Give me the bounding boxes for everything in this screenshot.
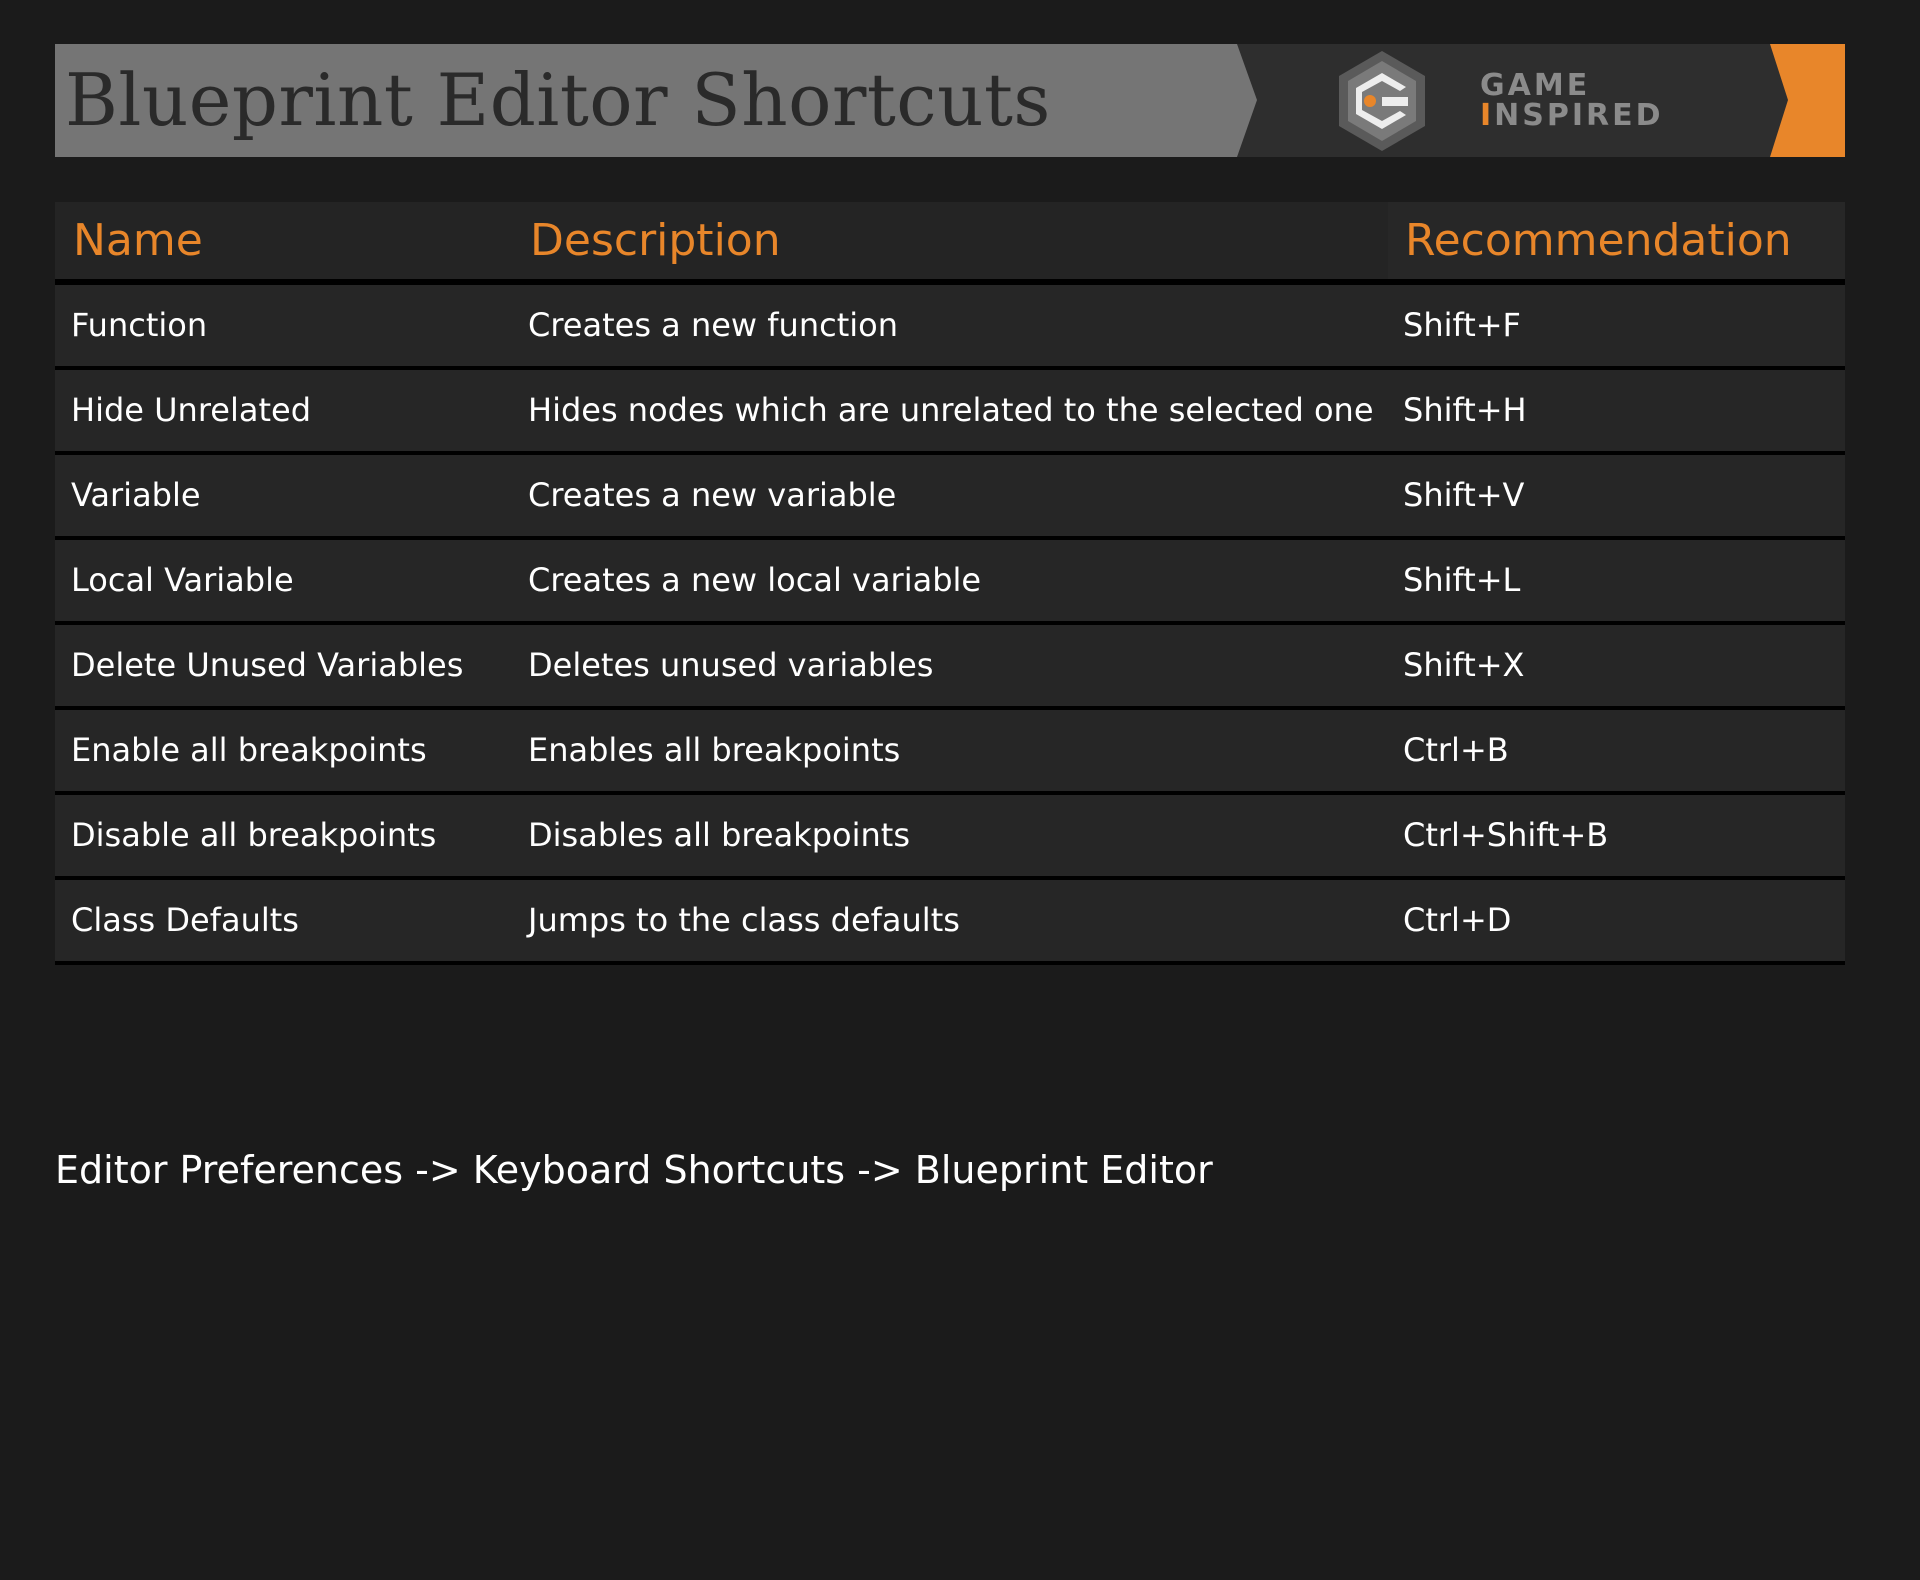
column-header-description: Description: [530, 215, 781, 266]
cell-description: Disables all breakpoints: [528, 816, 910, 854]
column-header-name: Name: [73, 215, 203, 266]
table-row: [55, 710, 1845, 795]
cell-recommendation: Shift+F: [1403, 306, 1521, 344]
table-row: [55, 625, 1845, 710]
logo-hexagon-icon: [1330, 49, 1434, 153]
cell-recommendation: Ctrl+D: [1403, 901, 1512, 939]
cell-recommendation: Shift+V: [1403, 476, 1525, 514]
cell-recommendation: Ctrl+B: [1403, 731, 1509, 769]
table-header: [55, 202, 1845, 285]
column-header-recommendation: Recommendation: [1405, 215, 1792, 266]
page-title: Blueprint Editor Shortcuts: [65, 58, 1051, 142]
cell-name: Local Variable: [71, 561, 294, 599]
cell-description: Hides nodes which are unrelated to the selected one: [528, 391, 1374, 429]
cell-name: Variable: [71, 476, 201, 514]
cell-description: Creates a new function: [528, 306, 898, 344]
cell-name: Enable all breakpoints: [71, 731, 427, 769]
table-row: [55, 795, 1845, 880]
logo-text-game: GAME: [1480, 68, 1591, 103]
cell-recommendation: Shift+L: [1403, 561, 1521, 599]
logo-text-rest: NSPIRED: [1494, 98, 1664, 133]
cell-description: Creates a new local variable: [528, 561, 982, 599]
table-row: [55, 880, 1845, 965]
shortcuts-table: [55, 202, 1845, 965]
logo-text-inspired: [1480, 98, 1664, 133]
logo-text-accent-letter: I: [1480, 98, 1495, 133]
table-row: [55, 455, 1845, 540]
game-inspired-logo: [1330, 44, 1710, 157]
cell-description: Jumps to the class defaults: [528, 901, 960, 939]
settings-path-note: Editor Preferences -> Keyboard Shortcuts -> Blueprint Editor: [55, 1148, 1213, 1192]
cell-recommendation: Ctrl+Shift+B: [1403, 816, 1609, 854]
table-row: [55, 285, 1845, 370]
cell-name: Hide Unrelated: [71, 391, 312, 429]
cell-recommendation: Shift+X: [1403, 646, 1525, 684]
table-row: [55, 540, 1845, 625]
table-row: [55, 370, 1845, 455]
cell-description: Creates a new variable: [528, 476, 897, 514]
cell-description: Enables all breakpoints: [528, 731, 901, 769]
cell-name: Delete Unused Variables: [71, 646, 464, 684]
cell-name: Function: [71, 306, 208, 344]
header-banner: [55, 44, 1845, 157]
cell-recommendation: Shift+H: [1403, 391, 1527, 429]
cell-name: Disable all breakpoints: [71, 816, 437, 854]
cell-description: Deletes unused variables: [528, 646, 934, 684]
cell-name: Class Defaults: [71, 901, 299, 939]
